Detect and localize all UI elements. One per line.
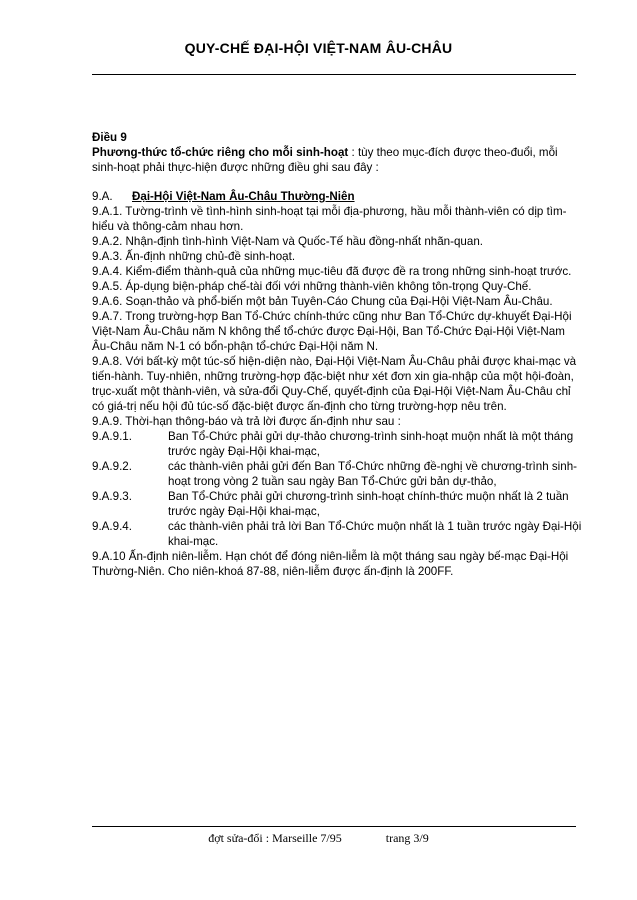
list-item: 9.A.4. Kiểm-điểm thành-quả của những mục-tiêu đã được đề ra trong những sinh-hoạt trước. <box>92 265 572 278</box>
sub-item-text: các thành-viên phải trả lời Ban Tổ-Chức muộn nhất là 1 tuần trước ngày Đại-Hội khai-mạc. <box>168 520 582 548</box>
article-intro-text: : tùy theo mục-đích được theo-đuổi, mỗi sinh-hoạt phải thực-hiện được những điều ghi sau đây : <box>92 146 558 174</box>
sub-item-text: Ban Tổ-Chức phải gửi dự-thảo chương-trình sinh-hoạt muộn nhất là một tháng trước ngày Đại-Hội khai-mạc, <box>168 430 574 458</box>
page-number: trang 3/9 <box>385 831 429 845</box>
sub-item-number: 9.A.9.2. <box>92 460 132 473</box>
list-item: 9.A.9. Thời-hạn thông-báo và trả lời được ấn-định như sau : <box>92 415 401 428</box>
section-title: Đại-Hội Việt-Nam Âu-Châu Thường-Niên <box>132 190 355 203</box>
list-item: 9.A.8. Với bất-kỳ một túc-số hiện-diện nào, Đại-Hội Việt-Nam Âu-Châu phải được khai-mạc và tiến-hành. Tuy-nhiên, những trường-hợp đặc-biệt như xét đơn xin gia-nhập của một hội-đoàn, trục-xuất một thành-viên, và sửa-đổi Quy-Chế, quyết-định của Đại-Hội Việt-Nam Âu-Châu chỉ có giá-trị nếu hội đủ túc-số đặc-biệt được ấn-định cho từng trường-hợp nêu trên. <box>92 355 577 413</box>
list-item: 9.A.6. Soạn-thảo và phổ-biến một bản Tuyên-Cáo Chung của Đại-Hội Việt-Nam Âu-Châu. <box>92 295 553 308</box>
page-footer <box>0 831 637 846</box>
document-body <box>92 130 582 579</box>
revision-note: đợt sửa-đổi : Marseille 7/95 <box>208 831 342 845</box>
sub-list-item <box>92 489 582 519</box>
list-item: 9.A.5. Áp-dụng biện-pháp chế-tài đối với những thành-viên không tôn-trọng Quy-Chế. <box>92 280 532 293</box>
sub-item-number: 9.A.9.4. <box>92 520 132 533</box>
list-item: 9.A.10 Ấn-định niên-liễm. Hạn chót để đóng niên-liễm là một tháng sau ngày bế-mạc Đại-Hội Thường-Niên. Cho niên-khoá 87-88, niên-liễm được ấn-định là 200FF. <box>92 550 569 578</box>
article-intro <box>92 145 582 175</box>
sub-list-item <box>92 429 582 459</box>
sub-item-text: các thành-viên phải gửi đến Ban Tổ-Chức những đề-nghị về chương-trình sinh-hoạt trong vòng 2 tuần sau ngày Ban Tổ-Chức gửi bản dự-thảo, <box>168 460 578 488</box>
document-title: QUY-CHẾ ĐẠI-HỘI VIỆT-NAM ÂU-CHÂU <box>184 40 453 56</box>
footer-rule <box>92 826 576 827</box>
sub-item-text: Ban Tổ-Chức phải gửi chương-trình sinh-hoạt chính-thức muộn nhất là 2 tuần trước ngày Đại-Hội khai-mạc, <box>168 490 569 518</box>
header-rule <box>92 74 576 75</box>
sub-list-item <box>92 519 582 549</box>
list-item: 9.A.3. Ấn-định những chủ-đề sinh-hoạt. <box>92 250 296 263</box>
article-heading: Điều 9 <box>92 131 127 144</box>
article-subtitle: Phương-thức tổ-chức riêng cho mỗi sinh-hoạt <box>92 146 349 159</box>
list-item: 9.A.7. Trong trường-hợp Ban Tổ-Chức chính-thức cũng như Ban Tổ-Chức dự-khuyết Đại-Hội Việt-Nam Âu-Châu năm N không thể tổ-chức được Đại-Hội, Ban Tổ-Chức Đại-Hội Việt-Nam Âu-Châu năm N-1 có bổn-phận tổ-chức Đại-Hội năm N. <box>92 310 572 353</box>
spacer <box>92 175 582 189</box>
list-item: 9.A.1. Tường-trình về tình-hình sinh-hoạt tại mỗi địa-phương, hầu mỗi thành-viên có dịp tìm-hiểu và thông-cảm nhau hơn. <box>92 205 567 233</box>
section-heading <box>92 189 582 204</box>
sub-item-number: 9.A.9.1. <box>92 430 132 443</box>
section-number: 9.A. <box>92 190 113 203</box>
sub-item-number: 9.A.9.3. <box>92 490 132 503</box>
sub-list-item <box>92 459 582 489</box>
list-item: 9.A.2. Nhận-định tình-hình Việt-Nam và Quốc-Tế hầu đồng-nhất nhãn-quan. <box>92 235 484 248</box>
